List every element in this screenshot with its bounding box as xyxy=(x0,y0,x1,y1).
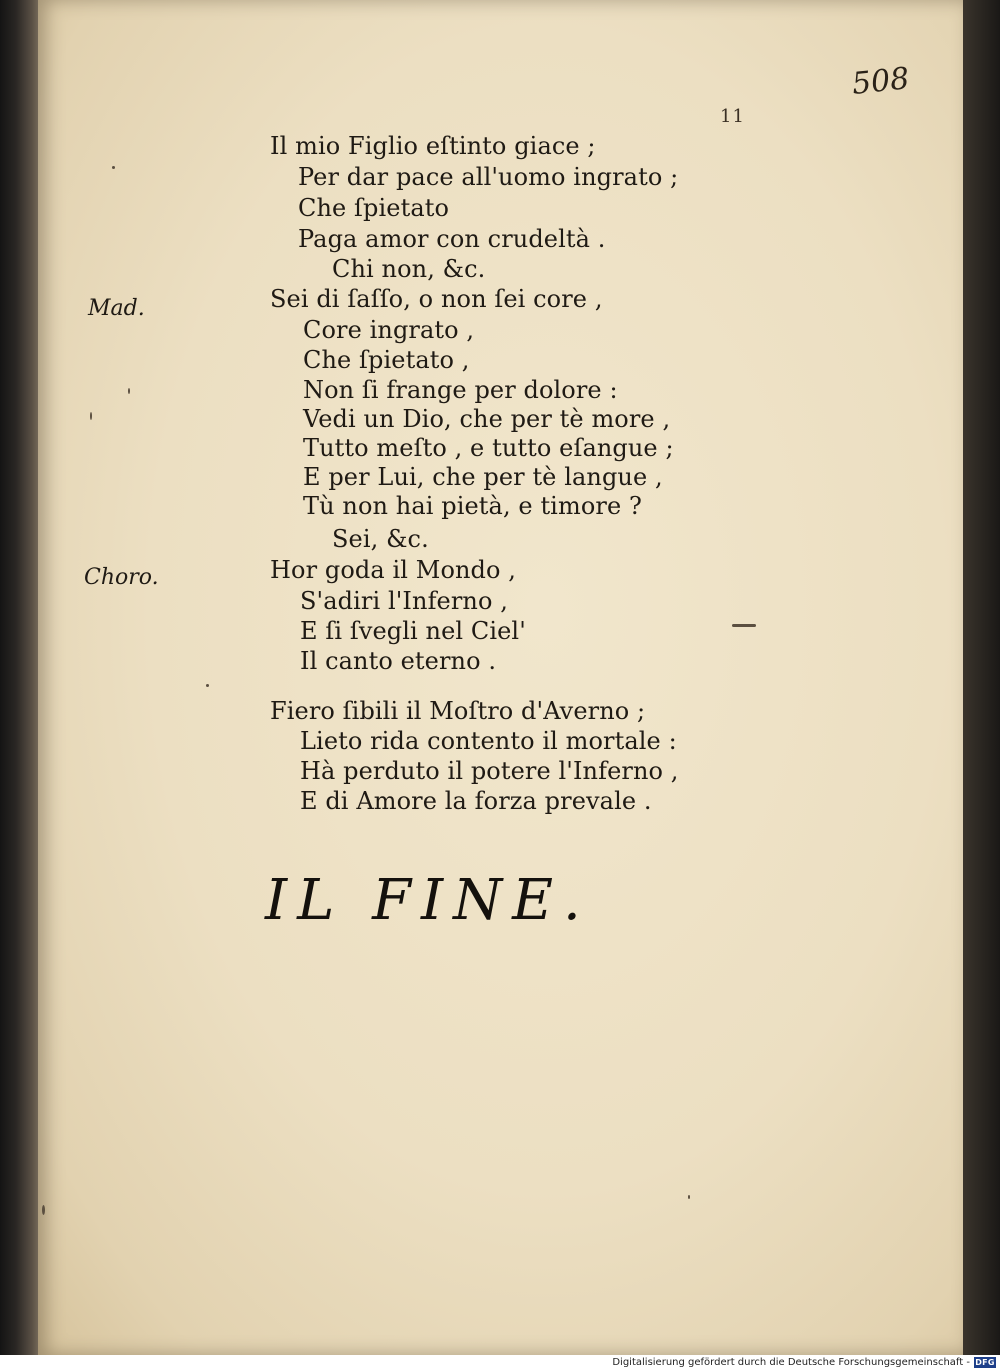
verse-line: Paga amor con crudeltà . xyxy=(298,225,606,253)
verse-line: Per dar pace all'uomo ingrato ; xyxy=(298,163,679,191)
verse-line: Hor goda il Mondo , xyxy=(270,556,517,584)
verse-line: Non ſi frange per dolore : xyxy=(303,376,618,404)
scan-right-edge xyxy=(963,0,1000,1355)
verse-line: E per Lui, che per tè langue , xyxy=(303,463,663,491)
verse-line: Il canto eterno . xyxy=(300,647,497,675)
verse-line: E di Amore la forza prevale . xyxy=(300,787,652,815)
paper-speck xyxy=(128,388,130,394)
verse-line: Chi non, &c. xyxy=(332,255,486,283)
speaker-label-mad: Mad. xyxy=(88,296,145,321)
verse-line: Tutto meſto , e tutto eſangue ; xyxy=(303,434,674,462)
verse-line: Tù non hai pietà, e timore ? xyxy=(303,492,642,520)
verse-line: Vedi un Dio, che per tè more , xyxy=(303,405,671,433)
verse-line: Hà perduto il potere l'Inferno , xyxy=(300,757,679,785)
verse-line: Core ingrato , xyxy=(303,316,475,344)
verse-line: Che ſpietato xyxy=(298,194,450,222)
dfg-logo-icon: DFG xyxy=(975,1358,995,1367)
verse-line: Sei di ſaſſo, o non ſei core , xyxy=(270,285,603,313)
verse-line: Fiero ſibili il Moſtro d'Averno ; xyxy=(270,697,646,725)
verse-line: E ſi ſvegli nel Ciel' xyxy=(300,617,526,645)
digitization-credit: Digitalisierung gefördert durch die Deutsche Forschungsgemeinschaft - xyxy=(612,1357,970,1368)
closing-heading: IL FINE. xyxy=(265,868,591,933)
verse-line: S'adiri l'Inferno , xyxy=(300,587,508,615)
verse-line: Sei, &c. xyxy=(332,525,429,553)
folio-number: 508 xyxy=(850,61,911,102)
paper-speck xyxy=(732,624,756,627)
paper-speck xyxy=(112,166,115,169)
paper-speck xyxy=(90,412,92,420)
verse-line: Che ſpietato , xyxy=(303,346,470,374)
paper-speck xyxy=(688,1195,690,1199)
speaker-label-choro: Choro. xyxy=(84,565,159,590)
book-page xyxy=(38,0,963,1355)
verse-line: Il mio Figlio eſtinto giace ; xyxy=(270,132,596,160)
scan-left-edge xyxy=(0,0,40,1370)
signature-mark: 11 xyxy=(720,106,745,127)
verse-line: Lieto rida contento il mortale : xyxy=(300,727,677,755)
paper-speck xyxy=(42,1205,45,1215)
paper-speck xyxy=(206,684,209,687)
